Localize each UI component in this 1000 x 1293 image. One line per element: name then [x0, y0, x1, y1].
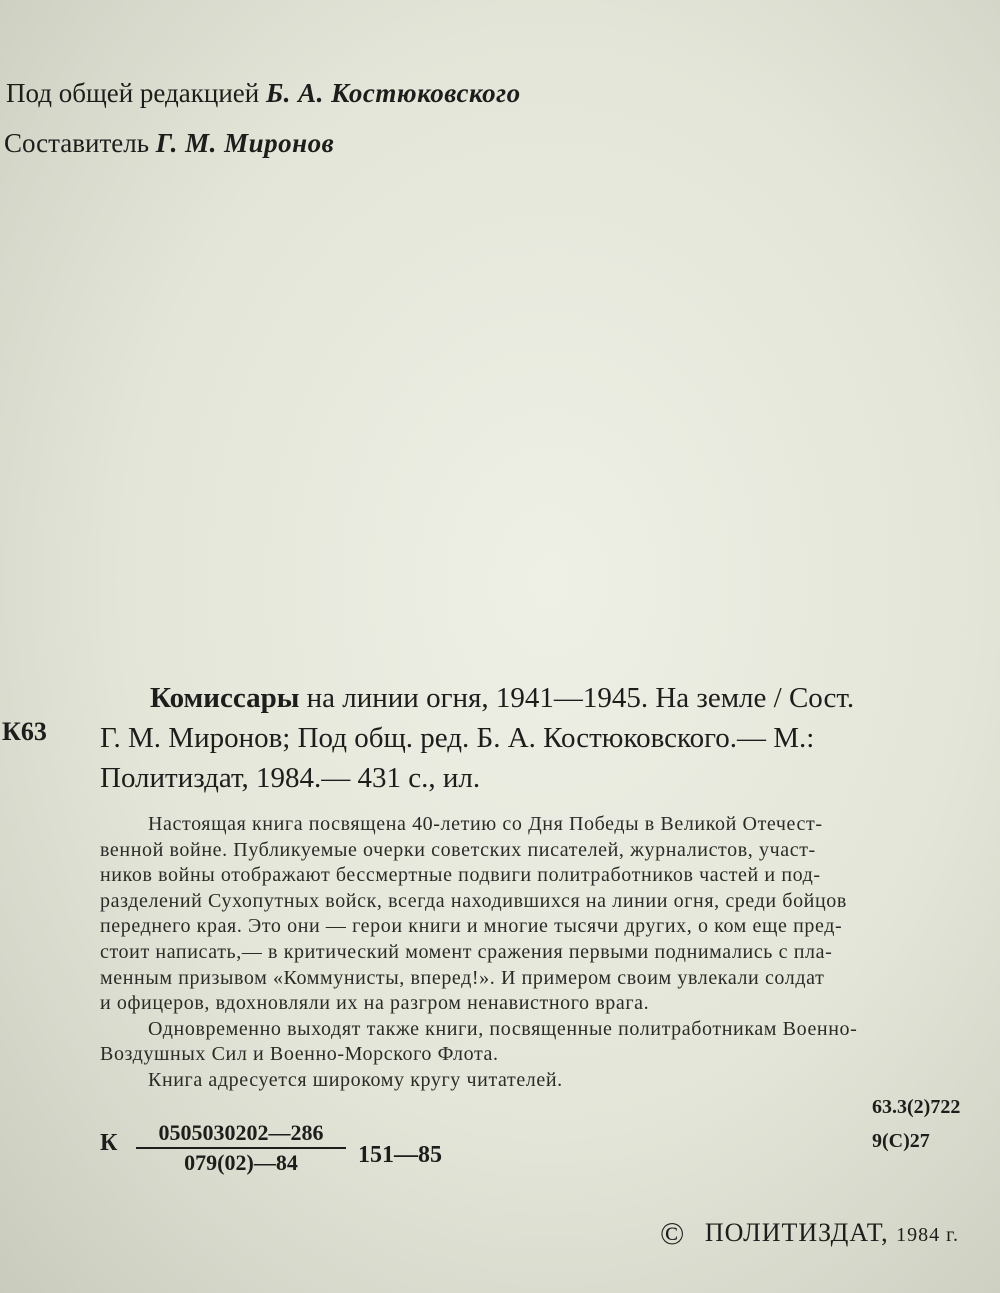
compiler-credit: [4, 128, 334, 159]
udk-code-2: 9(С)27: [872, 1130, 930, 1152]
index-fraction: [136, 1120, 346, 1176]
annotation-line: ников войны отображают бессмертные подвиги политработников частей и под-: [100, 864, 821, 887]
annotation-line: Воздушных Сил и Военно-Морского Флота.: [100, 1043, 499, 1066]
copyright-publisher: ПОЛИТИЗДАТ,: [704, 1218, 889, 1247]
annotation-line: менным призывом «Коммунисты, вперед!». И примером своим увлекали солдат: [100, 966, 825, 989]
annotation: [100, 812, 980, 1094]
annotation-line: разделений Сухопутных войск, всегда находившихся на линии огня, среди бойцов: [100, 889, 847, 912]
annotation-line: стоит написать,— в критический момент сражения первыми поднимались с пла-: [100, 940, 833, 963]
editor-name: Б. А. Костюковского: [265, 78, 521, 108]
compiler-name: Г. М. Миронов: [155, 128, 335, 158]
udk-code-1: 63.3(2)722: [872, 1096, 961, 1118]
bibliographic-description: [100, 678, 980, 798]
annotation-line: Настоящая книга посвящена 40-летию со Дня Победы в Великой Отечест-: [148, 813, 823, 835]
compiler-label: Составитель: [4, 128, 150, 158]
copyright-year: 1984 г.: [896, 1224, 960, 1246]
copyright-icon: ©: [660, 1215, 686, 1251]
editor-label: Под общей редакцией: [6, 78, 260, 108]
index-denominator: 079(02)—84: [184, 1150, 298, 1175]
biblio-title: Комиссары: [150, 682, 300, 714]
index-k-letter: К: [100, 1130, 118, 1156]
annotation-line: и офицеров, вдохновляли их на разгром ненавистного врага.: [100, 992, 650, 1015]
index-series: 151—85: [358, 1142, 442, 1168]
copyright-line: [660, 1215, 959, 1252]
bbk-author-code: К63: [2, 717, 47, 746]
biblio-line-2: Г. М. Миронов; Под общ. ред. Б. А. Костюковского.— М.:: [100, 722, 815, 754]
biblio-title-rest: на линии огня, 1941—1945. На земле / Сост.: [299, 682, 855, 714]
annotation-line: переднего края. Это они — герои книги и многие тысячи других, о ком еще пред-: [100, 915, 843, 938]
index-numerator: 0505030202—286: [158, 1120, 324, 1145]
annotation-line: Книга адресуется широкому кругу читателей.: [148, 1068, 563, 1091]
annotation-line: Одновременно выходят также книги, посвященные политработникам Военно-: [148, 1017, 858, 1040]
biblio-line-3: Политиздат, 1984.— 431 с., ил.: [100, 762, 481, 794]
biblio-line-1: [100, 678, 980, 718]
editor-credit: [6, 78, 521, 109]
annotation-line: венной войне. Публикуемые очерки советских писателей, журналистов, участ-: [100, 838, 816, 861]
fraction-divider: [136, 1147, 346, 1149]
